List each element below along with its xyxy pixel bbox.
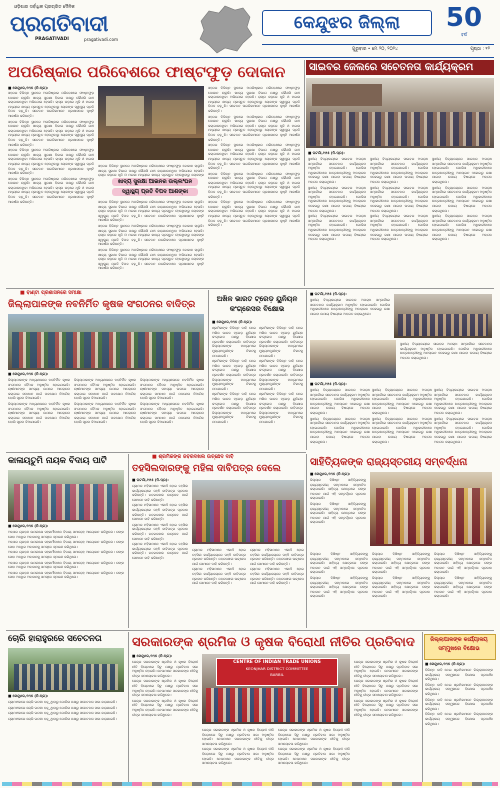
farmer-meeting-photo xyxy=(8,314,204,370)
dateline-bar xyxy=(262,44,494,54)
awareness-meeting-photo xyxy=(8,648,124,692)
article-headline: ସାହିତ୍ୟିକଙ୍କ ରାଜ୍ୟସ୍ତରୀୟ ସମ୍ବର୍ଦ୍ଧନା xyxy=(310,457,468,468)
article-headline: କାଳାୟତୁମି ନାୟକ ବିଦାୟ ପାର୍ଟି xyxy=(8,456,107,466)
article-body: ଗ୍ରାମାଞ୍ଚଳରେ ଚୋରି ଘଟଣା ବଢ଼ୁଥିବାରୁ ପୋଲିସ ପକ୍ଷରୁ ସଚେତନତା ସଭା କରାଯାଇଛି। ଗ୍ରାମାଞ୍ଚଳରେ ଚୋରି ଘଟଣା ବଢ଼ୁଥିବାରୁ ପୋଲିସ ପକ୍ଷରୁ ସଚେତନତା ସଭା କରାଯାଇଛି। ଗ୍ରାମାଞ୍ଚଳରେ ଚୋରି ଘଟଣା ବଢ଼ୁଥିବାରୁ ପୋଲିସ ପକ୍ଷରୁ ସଚେତନତା ସଭା କରାଯାଇଛି। ଗ୍ରାମାଞ୍ଚଳରେ ଚୋରି ଘଟଣା ବଢ଼ୁଥିବାରୁ ପୋଲିସ ପକ୍ଷରୁ ସଚେତନତା ସଭା କରାଯାଇଛି। xyxy=(8,700,117,721)
section-title: କେନ୍ଦୁଝର ଜିଲ୍ଲା xyxy=(294,13,400,33)
brief-body-5: ସ୍ଥାନୀୟ ବିଦ୍ୟାଳୟରେ ସାଇବର ଅପରାଧ ସମ୍ପର୍କରେ ସଚେତନତା କାର୍ଯ୍ୟକ୍ରମ ଅନୁଷ୍ଠିତ ହୋଇଯାଇଛି। ପୋଲିସ ଅଧିକାରୀମାନେ ଛାତ୍ରଛାତ୍ରୀଙ୍କୁ ଅନଲାଇନ ଠକେଇରୁ ରକ୍ଷା ପାଇବା ଉପାୟ ବିଷୟରେ ଅବଗତ କରାଇଥିଲେ। ସ୍ଥାନୀୟ ବିଦ୍ୟାଳୟରେ ସାଇବର ଅପରାଧ ସମ୍ପର୍କରେ ସଚେତନତା କାର୍ଯ୍ୟକ୍ରମ ଅନୁଷ୍ଠିତ ହୋଇଯାଇଛି। ପୋଲିସ ଅଧିକାରୀମାନେ ଛାତ୍ରଛାତ୍ରୀଙ୍କୁ ଅନଲାଇନ ଠକେଇରୁ ରକ୍ଷା ପାଇବା ଉପାୟ ବିଷୟରେ ଅବଗତ କରାଇଥିଲେ। xyxy=(434,388,492,444)
article-literary-honor xyxy=(308,454,494,628)
article-body-4: ଜିଲ୍ଲାର ବିଶିଷ୍ଟ ସାହିତ୍ୟିକଙ୍କୁ ରାଜ୍ୟସ୍ତରୀୟ ସମ୍ମାନରେ ସମ୍ମାନିତ କରାଯାଇଛି। ସାହିତ୍ୟ କ୍ଷେତ୍ରରେ ତାଙ୍କ ଅବଦାନ ପାଇଁ ଏହି ସମ୍ବର୍ଦ୍ଧନା ପ୍ରଦାନ କରାଯାଇଛି। ଜିଲ୍ଲାର ବିଶିଷ୍ଟ ସାହିତ୍ୟିକଙ୍କୁ ରାଜ୍ୟସ୍ତରୀୟ ସମ୍ମାନରେ ସମ୍ମାନିତ କରାଯାଇଛି। ସାହିତ୍ୟ କ୍ଷେତ୍ରରେ ତାଙ୍କ ଅବଦାନ ପାଇଁ ଏହି ସମ୍ବର୍ଦ୍ଧନା ପ୍ରଦାନ କରାଯାଇଛି। xyxy=(434,552,492,599)
awareness-event-photo xyxy=(306,78,494,148)
article-body: ଶ୍ରମିକଙ୍କ ବିଭିନ୍ନ ଦାବି ନେଇ ଅଖିଳ ଭାରତ ଟ୍ରେଡ଼ ୟୁନିୟନ କଂଗ୍ରେସ ପକ୍ଷରୁ ବିକ୍ଷୋଭ ପ୍ରଦର୍ଶନ କରାଯାଇଛି। ଦାବିପତ୍ର ଜିଲ୍ଲାପାଳଙ୍କ ମାଧ୍ୟମରେ ମୁଖ୍ୟମନ୍ତ୍ରୀଙ୍କ ନିକଟକୁ ପଠାଯାଇଛି। ଶ୍ରମିକଙ୍କ ବିଭିନ୍ନ ଦାବି ନେଇ ଅଖିଳ ଭାରତ ଟ୍ରେଡ଼ ୟୁନିୟନ କଂଗ୍ରେସ ପକ୍ଷରୁ ବିକ୍ଷୋଭ ପ୍ରଦର୍ଶନ କରାଯାଇଛି। ଦାବିପତ୍ର ଜିଲ୍ଲାପାଳଙ୍କ ମାଧ୍ୟମରେ ମୁଖ୍ୟମନ୍ତ୍ରୀଙ୍କ ନିକଟକୁ ପଠାଯାଇଛି। ଶ୍ରମିକଙ୍କ ବିଭିନ୍ନ ଦାବି ନେଇ ଅଖିଳ ଭାରତ ଟ୍ରେଡ଼ ୟୁନିୟନ କଂଗ୍ରେସ ପକ୍ଷରୁ ବିକ୍ଷୋଭ ପ୍ରଦର୍ଶନ କରାଯାଇଛି। ଦାବିପତ୍ର ଜିଲ୍ଲାପାଳଙ୍କ ମାଧ୍ୟମରେ ମୁଖ୍ୟମନ୍ତ୍ରୀଙ୍କ ନିକଟକୁ ପଠାଯାଇଛି। xyxy=(212,326,256,424)
article-women-memo xyxy=(130,454,306,628)
article-byline: ■ କେନ୍ଦୁଝର,୧୯ା୫ (ନି.ପ୍ର): xyxy=(132,654,173,658)
brief-photo-1 xyxy=(394,294,492,338)
farewell-photo xyxy=(8,470,124,522)
article-theft-awareness xyxy=(6,632,126,782)
logo xyxy=(10,11,120,37)
article-body: ସ୍ଥାନୀୟ ବିଦ୍ୟାଳୟରେ ସାଇବର ଅପରାଧ ସମ୍ପର୍କରେ ସଚେତନତା କାର୍ଯ୍ୟକ୍ରମ ଅନୁଷ୍ଠିତ ହୋଇଯାଇଛି। ପୋଲିସ ଅଧିକାରୀମାନେ ଛାତ୍ରଛାତ୍ରୀଙ୍କୁ ଅନଲାଇନ ଠକେଇରୁ ରକ୍ଷା ପାଇବା ଉପାୟ ବିଷୟରେ ଅବଗତ କରାଇଥିଲେ। ସ୍ଥାନୀୟ ବିଦ୍ୟାଳୟରେ ସାଇବର ଅପରାଧ ସମ୍ପର୍କରେ ସଚେତନତା କାର୍ଯ୍ୟକ୍ରମ ଅନୁଷ୍ଠିତ ହୋଇଯାଇଛି। ପୋଲିସ ଅଧିକାରୀମାନେ ଛାତ୍ରଛାତ୍ରୀଙ୍କୁ ଅନଲାଇନ ଠକେଇରୁ ରକ୍ଷା ପାଇବା ଉପାୟ ବିଷୟରେ ଅବଗତ କରାଇଥିଲେ। ସ୍ଥାନୀୟ ବିଦ୍ୟାଳୟରେ ସାଇବର ଅପରାଧ ସମ୍ପର୍କରେ ସଚେତନତା କାର୍ଯ୍ୟକ୍ରମ ଅନୁଷ୍ଠିତ ହୋଇଯାଇଛି। ପୋଲିସ ଅଧିକାରୀମାନେ ଛାତ୍ରଛାତ୍ରୀଙ୍କୁ ଅନଲାଇନ ଠକେଇରୁ ରକ୍ଷା ପାଇବା ଉପାୟ ବିଷୟରେ ଅବଗତ କରାଇଥିଲେ। xyxy=(308,157,366,242)
article-headline: ଅପରିଷ୍କାର ପରିବେଶରେ ଫାଷ୍ଟଫୁଡ଼ ଦୋକାନ xyxy=(8,63,286,81)
article-headline: ସରକାରଙ୍କ ଶ୍ରମିକ ଓ କୃଷକ ବିରୋଧୀ ନୀତିର ପ୍ରତିବାଦ xyxy=(132,635,415,650)
article-body: ସହରର ବିଭିନ୍ନ ସ୍ଥାନରେ ଅପରିଷ୍କାର ପରିବେଶରେ ଫାଷ୍ଟଫୁଡ଼ ଦୋକାନ ଚାଲୁଛି। ଖାଦ୍ୟ ସୁରକ୍ଷା ବିଭାଗ ପକ୍ଷରୁ କୌଣସି ଯାଞ୍ଚ କରାଯାଉନଥିବା ଅଭିଯୋଗ ହେଉଛି। ରାସ୍ତା କଡ଼ରେ ଧୂଳି ଓ ମଇଳା ମଧ୍ୟରେ ଖାଦ୍ୟ ପ୍ରସ୍ତୁତ ହେଉଥିବାରୁ ଲୋକଙ୍କ ସ୍ୱାସ୍ଥ୍ୟ ପ୍ରତି ବିପଦ ବଢ଼ୁଛି। ସଚେତନ ନାଗରିକମାନେ ପ୍ରଶାସନର ଦୃଷ୍ଟି ଆକର୍ଷଣ କରିଛନ୍ତି। ସହରର ବିଭିନ୍ନ ସ୍ଥାନରେ ଅପରିଷ୍କାର ପରିବେଶରେ ଫାଷ୍ଟଫୁଡ଼ ଦୋକାନ ଚାଲୁଛି। ଖାଦ୍ୟ ସୁରକ୍ଷା ବିଭାଗ ପକ୍ଷରୁ କୌଣସି ଯାଞ୍ଚ କରାଯାଉନଥିବା ଅଭିଯୋଗ ହେଉଛି। ରାସ୍ତା କଡ଼ରେ ଧୂଳି ଓ ମଇଳା ମଧ୍ୟରେ ଖାଦ୍ୟ ପ୍ରସ୍ତୁତ ହେଉଥିବାରୁ ଲୋକଙ୍କ ସ୍ୱାସ୍ଥ୍ୟ ପ୍ରତି ବିପଦ ବଢ଼ୁଛି। ସଚେତନ ନାଗରିକମାନେ ପ୍ରଶାସନର ଦୃଷ୍ଟି ଆକର୍ଷଣ କରିଛନ୍ତି। ସହରର ବିଭିନ୍ନ ସ୍ଥାନରେ ଅପରିଷ୍କାର ପରିବେଶରେ ଫାଷ୍ଟଫୁଡ଼ ଦୋକାନ ଚାଲୁଛି। ଖାଦ୍ୟ ସୁରକ୍ଷା ବିଭାଗ ପକ୍ଷରୁ କୌଣସି ଯାଞ୍ଚ କରାଯାଉନଥିବା ଅଭିଯୋଗ ହେଉଛି। ରାସ୍ତା କଡ଼ରେ ଧୂଳି ଓ ମଇଳା ମଧ୍ୟରେ ଖାଦ୍ୟ ପ୍ରସ୍ତୁତ ହେଉଥିବାରୁ ଲୋକଙ୍କ ସ୍ୱାସ୍ଥ୍ୟ ପ୍ରତି ବିପଦ ବଢ଼ୁଛି। ସଚେତନ ନାଗରିକମାନେ ପ୍ରଶାସନର ଦୃଷ୍ଟି ଆକର୍ଷଣ କରିଛନ୍ତି। ସହରର ବିଭିନ୍ନ ସ୍ଥାନରେ ଅପରିଷ୍କାର ପରିବେଶରେ ଫାଷ୍ଟଫୁଡ଼ ଦୋକାନ ଚାଲୁଛି। ଖାଦ୍ୟ ସୁରକ୍ଷା ବିଭାଗ ପକ୍ଷରୁ କୌଣସି ଯାଞ୍ଚ କରାଯାଉନଥିବା ଅଭିଯୋଗ ହେଉଛି। ରାସ୍ତା କଡ଼ରେ ଧୂଳି ଓ ମଇଳା ମଧ୍ୟରେ ଖାଦ୍ୟ ପ୍ରସ୍ତୁତ ହେଉଥିବାରୁ ଲୋକଙ୍କ ସ୍ୱାସ୍ଥ୍ୟ ପ୍ରତି ବିପଦ ବଢ଼ୁଛି। ସଚେତନ ନାଗରିକମାନେ ପ୍ରଶାସନର ଦୃଷ୍ଟି ଆକର୍ଷଣ କରିଛନ୍ତି। xyxy=(8,91,94,204)
callout-food-safety: ଖାଦ୍ୟ ସୁରକ୍ଷା ଆଇନର ଉଲ୍ଲଂଘନ xyxy=(112,178,198,186)
article-headline: ତହସିଲଦାରଙ୍କୁ ମହିଳା ଦାବିପତ୍ର ଦେଲେ xyxy=(132,463,281,474)
anniversary-number: 50 xyxy=(445,3,483,33)
article-byline: ■ କେନ୍ଦୁଝର,୧୯ା୫ (ନି.ପ୍ର): xyxy=(8,372,49,376)
article-body-3: ଜିଲ୍ଲାପାଳଙ୍କ ଅଧ୍ୟକ୍ଷତାରେ ନବନିର୍ମିତ କୃଷକ ସଂଗଠନର ବୈଠକ ଅନୁଷ୍ଠିତ ହୋଇଯାଇଛି। ଚାଷୀମାନଙ୍କ ସମସ୍ୟା ଉପରେ ଆଲୋଚନା କରାଯାଇ ସମାଧାନ ପାଇଁ ପଦକ୍ଷେପ ନିଆଯିବ ବୋଲି ସୂଚନା ଦିଆଯାଇଛି। ଜିଲ୍ଲାପାଳଙ୍କ ଅଧ୍ୟକ୍ଷତାରେ ନବନିର୍ମିତ କୃଷକ ସଂଗଠନର ବୈଠକ ଅନୁଷ୍ଠିତ ହୋଇଯାଇଛି। ଚାଷୀମାନଙ୍କ ସମସ୍ୟା ଉପରେ ଆଲୋଚନା କରାଯାଇ ସମାଧାନ ପାଇଁ ପଦକ୍ଷେପ ନିଆଯିବ ବୋଲି ସୂଚନା ଦିଆଯାଇଛି। xyxy=(140,378,204,425)
citu-rally-photo xyxy=(202,654,350,724)
section-title-box xyxy=(262,10,432,36)
article-byline: ■ କେନ୍ଦୁଝର,୧୯ା୫ (ନି.ପ୍ର): xyxy=(8,524,49,528)
article-trade-union xyxy=(210,290,304,450)
article-byline: ■ ଘଟଗାଁ,୧୯ା୫ (ନି.ପ୍ର): xyxy=(132,478,169,482)
article-headline: ଚୋରି ହାରାହୁରରେ ସଚେତନତା xyxy=(8,634,102,644)
masthead xyxy=(0,0,500,58)
women-protest-photo xyxy=(192,480,304,544)
anniversary-label: ବର୍ଷ xyxy=(461,32,467,37)
article-cyber-awareness xyxy=(306,60,494,286)
article-headline: ସାଇବର ଜେଲରେ ସଚେତନତା କାର୍ଯ୍ୟକ୍ରମ xyxy=(309,62,474,73)
article-body: ଅବସର ଗ୍ରହଣ ଉପଲକ୍ଷେ ସହକର୍ମୀମାନେ ବିଦାୟ ସମାରୋହ ଆୟୋଜନ କରିଥିଲେ। ତାଙ୍କ ସେବା ଅବଧିର ଅବଦାନକୁ ସମସ୍ତେ ସ୍ମରଣ କରିଥିଲେ। ଅବସର ଗ୍ରହଣ ଉପଲକ୍ଷେ ସହକର୍ମୀମାନେ ବିଦାୟ ସମାରୋହ ଆୟୋଜନ କରିଥିଲେ। ତାଙ୍କ ସେବା ଅବଧିର ଅବଦାନକୁ ସମସ୍ତେ ସ୍ମରଣ କରିଥିଲେ। ଅବସର ଗ୍ରହଣ ଉପଲକ୍ଷେ ସହକର୍ମୀମାନେ ବିଦାୟ ସମାରୋହ ଆୟୋଜନ କରିଥିଲେ। ତାଙ୍କ ସେବା ଅବଧିର ଅବଦାନକୁ ସମସ୍ତେ ସ୍ମରଣ କରିଥିଲେ। ଅବସର ଗ୍ରହଣ ଉପଲକ୍ଷେ ସହକର୍ମୀମାନେ ବିଦାୟ ସମାରୋହ ଆୟୋଜନ କରିଥିଲେ। ତାଙ୍କ ସେବା ଅବଧିର ଅବଦାନକୁ ସମସ୍ତେ ସ୍ମରଣ କରିଥିଲେ। ଅବସର ଗ୍ରହଣ ଉପଲକ୍ଷେ ସହକର୍ମୀମାନେ ବିଦାୟ ସମାରୋହ ଆୟୋଜନ କରିଥିଲେ। ତାଙ୍କ ସେବା ଅବଧିର ଅବଦାନକୁ ସମସ୍ତେ ସ୍ମରଣ କରିଥିଲେ। xyxy=(8,530,124,580)
article-collector-protest xyxy=(424,632,494,782)
article-byline: ■ କେନ୍ଦୁଝର,୧୯ା୫ (ନି.ପ୍ର): xyxy=(8,694,49,698)
banner-subtext-2: BARBIL xyxy=(270,672,284,677)
brief-photo-2 xyxy=(310,340,396,378)
article-headline: ଜିଲ୍ଲାପାଳଙ୍କ ନବନିର୍ମିତ କୃଷକ ସଂଗଠନର ବାଦିତ୍ର xyxy=(8,299,196,310)
article-body-2: କେନ୍ଦ୍ର ସରକାରଙ୍କ ଶ୍ରମିକ ଓ କୃଷକ ବିରୋଧୀ ନୀତି ବିରୋଧରେ ସିଟୁ ପକ୍ଷରୁ ପ୍ରତିବାଦ ସଭା ଅନୁଷ୍ଠିତ ହୋଇଛି। ନେତାମାନେ ସରକାରଙ୍କ ନୀତିକୁ ତୀବ୍ର ସମାଲୋଚନା କରିଥିଲେ। କେନ୍ଦ୍ର ସରକାରଙ୍କ ଶ୍ରମିକ ଓ କୃଷକ ବିରୋଧୀ ନୀତି ବିରୋଧରେ ସିଟୁ ପକ୍ଷରୁ ପ୍ରତିବାଦ ସଭା ଅନୁଷ୍ଠିତ ହୋଇଛି। ନେତାମାନେ ସରକାରଙ୍କ ନୀତିକୁ ତୀବ୍ର ସମାଲୋଚନା କରିଥିଲେ। xyxy=(202,728,274,766)
brief-body-2: ସ୍ଥାନୀୟ ବିଦ୍ୟାଳୟରେ ସାଇବର ଅପରାଧ ସମ୍ପର୍କରେ ସଚେତନତା କାର୍ଯ୍ୟକ୍ରମ ଅନୁଷ୍ଠିତ ହୋଇଯାଇଛି। ପୋଲିସ ଅଧିକାରୀମାନେ ଛାତ୍ରଛାତ୍ରୀଙ୍କୁ ଅନଲାଇନ ଠକେଇରୁ ରକ୍ଷା ପାଇବା ଉପାୟ ବିଷୟରେ ଅବଗତ କରାଇଥିଲେ। xyxy=(400,342,492,360)
article-body: ଜିଲ୍ଲାର ବିଶିଷ୍ଟ ସାହିତ୍ୟିକଙ୍କୁ ରାଜ୍ୟସ୍ତରୀୟ ସମ୍ମାନରେ ସମ୍ମାନିତ କରାଯାଇଛି। ସାହିତ୍ୟ କ୍ଷେତ୍ରରେ ତାଙ୍କ ଅବଦାନ ପାଇଁ ଏହି ସମ୍ବର୍ଦ୍ଧନା ପ୍ରଦାନ କରାଯାଇଛି। ଜିଲ୍ଲାର ବିଶିଷ୍ଟ ସାହିତ୍ୟିକଙ୍କୁ ରାଜ୍ୟସ୍ତରୀୟ ସମ୍ମାନରେ ସମ୍ମାନିତ କରାଯାଇଛି। ସାହିତ୍ୟ କ୍ଷେତ୍ରରେ ତାଙ୍କ ଅବଦାନ ପାଇଁ ଏହି ସମ୍ବର୍ଦ୍ଧନା ପ୍ରଦାନ କରାଯାଇଛି। xyxy=(310,478,366,525)
anniversary-badge xyxy=(440,4,488,40)
brief-body: ସ୍ଥାନୀୟ ବିଦ୍ୟାଳୟରେ ସାଇବର ଅପରାଧ ସମ୍ପର୍କରେ ସଚେତନତା କାର୍ଯ୍ୟକ୍ରମ ଅନୁଷ୍ଠିତ ହୋଇଯାଇଛି। ପୋଲିସ ଅଧିକାରୀମାନେ ଛାତ୍ରଛାତ୍ରୀଙ୍କୁ ଅନଲାଇନ ଠକେଇରୁ ରକ୍ଷା ପାଇବା ଉପାୟ ବିଷୟରେ ଅବଗତ କରାଇଥିଲେ। xyxy=(310,298,390,316)
article-kicker: ■ ବାଣ୍ଟା ପ୍ରଶାସନରେ ସମୀକ୍ଷା xyxy=(20,290,82,296)
article-body: ବିଭିନ୍ନ ଦାବି ନେଇ ଶ୍ରମିକମାନେ ଜିଲ୍ଲାପାଳଙ୍କ କାର୍ଯ୍ୟାଳୟ ସମ୍ମୁଖରେ ବିକ୍ଷୋଭ ପ୍ରଦର୍ଶନ କରିଥିଲେ। ବିଭିନ୍ନ ଦାବି ନେଇ ଶ୍ରମିକମାନେ ଜିଲ୍ଲାପାଳଙ୍କ କାର୍ଯ୍ୟାଳୟ ସମ୍ମୁଖରେ ବିକ୍ଷୋଭ ପ୍ରଦର୍ଶନ କରିଥିଲେ। ବିଭିନ୍ନ ଦାବି ନେଇ ଶ୍ରମିକମାନେ ଜିଲ୍ଲାପାଳଙ୍କ କାର୍ଯ୍ୟାଳୟ ସମ୍ମୁଖରେ ବିକ୍ଷୋଭ ପ୍ରଦର୍ଶନ କରିଥିଲେ। ବିଭିନ୍ନ ଦାବି ନେଇ ଶ୍ରମିକମାନେ ଜିଲ୍ଲାପାଳଙ୍କ କାର୍ଯ୍ୟାଳୟ ସମ୍ମୁଖରେ ବିକ୍ଷୋଭ ପ୍ରଦର୍ଶନ କରିଥିଲେ। xyxy=(425,668,493,726)
article-body-3: ଜିଲ୍ଲାର ବିଶିଷ୍ଟ ସାହିତ୍ୟିକଙ୍କୁ ରାଜ୍ୟସ୍ତରୀୟ ସମ୍ମାନରେ ସମ୍ମାନିତ କରାଯାଇଛି। ସାହିତ୍ୟ କ୍ଷେତ୍ରରେ ତାଙ୍କ ଅବଦାନ ପାଇଁ ଏହି ସମ୍ବର୍ଦ୍ଧନା ପ୍ରଦାନ କରାଯାଇଛି। ଜିଲ୍ଲାର ବିଶିଷ୍ଟ ସାହିତ୍ୟିକଙ୍କୁ ରାଜ୍ୟସ୍ତରୀୟ ସମ୍ମାନରେ ସମ୍ମାନିତ କରାଯାଇଛି। ସାହିତ୍ୟ କ୍ଷେତ୍ରରେ ତାଙ୍କ ଅବଦାନ ପାଇଁ ଏହି ସମ୍ବର୍ଦ୍ଧନା ପ୍ରଦାନ କରାଯାଇଛି। xyxy=(372,552,430,599)
article-citu-protest xyxy=(130,632,420,782)
literary-award-photo xyxy=(370,472,492,546)
citu-banner xyxy=(216,658,338,686)
article-byline-2: ■ ଘଟଗାଁ,୧୯ା୫ (ନି.ପ୍ର): xyxy=(310,382,347,386)
article-byline: ■ କେନ୍ଦୁଝର,୧୯ା୫ (ନି.ପ୍ର): xyxy=(8,86,49,90)
article-byline: ■ କେନ୍ଦୁଝର,୧୯ା୫ (ନି.ପ୍ର): xyxy=(425,662,466,666)
callout-health-risk: ସ୍ୱାସ୍ଥ୍ୟ ପ୍ରତି ବିପଦ ଆଶଙ୍କା xyxy=(112,188,198,196)
article-body-2: ଗ୍ରାମର ମହିଳାମାନେ ଏକାଠି ହୋଇ ତହସିଲ କାର୍ଯ୍ୟାଳୟରେ ପହଞ୍ଚି ଦାବିପତ୍ର ପ୍ରଦାନ କରିଛନ୍ତି। ଜବରଦଖଲ ଉଚ୍ଛେଦ ପାଇଁ ସେମାନେ ଦାବି କରିଛନ୍ତି। ଗ୍ରାମର ମହିଳାମାନେ ଏକାଠି ହୋଇ ତହସିଲ କାର୍ଯ୍ୟାଳୟରେ ପହଞ୍ଚି ଦାବିପତ୍ର ପ୍ରଦାନ କରିଛନ୍ତି। ଜବରଦଖଲ ଉଚ୍ଛେଦ ପାଇଁ ସେମାନେ ଦାବି କରିଛନ୍ତି। xyxy=(192,548,246,586)
page-label: ପୃଷ୍ଠା : ୧୨ xyxy=(470,47,490,52)
article-body: ଜିଲ୍ଲାପାଳଙ୍କ ଅଧ୍ୟକ୍ଷତାରେ ନବନିର୍ମିତ କୃଷକ ସଂଗଠନର ବୈଠକ ଅନୁଷ୍ଠିତ ହୋଇଯାଇଛି। ଚାଷୀମାନଙ୍କ ସମସ୍ୟା ଉପରେ ଆଲୋଚନା କରାଯାଇ ସମାଧାନ ପାଇଁ ପଦକ୍ଷେପ ନିଆଯିବ ବୋଲି ସୂଚନା ଦିଆଯାଇଛି। ଜିଲ୍ଲାପାଳଙ୍କ ଅଧ୍ୟକ୍ଷତାରେ ନବନିର୍ମିତ କୃଷକ ସଂଗଠନର ବୈଠକ ଅନୁଷ୍ଠିତ ହୋଇଯାଇଛି। ଚାଷୀମାନଙ୍କ ସମସ୍ୟା ଉପରେ ଆଲୋଚନା କରାଯାଇ ସମାଧାନ ପାଇଁ ପଦକ୍ଷେପ ନିଆଯିବ ବୋଲି ସୂଚନା ଦିଆଯାଇଛି। xyxy=(8,378,70,425)
masthead-tagline: ଓଡ଼ିଶାର ସର୍ବାଧିକ ପ୍ରଚାରିତ ଦୈନିକ xyxy=(14,5,75,10)
banner-text: CENTRE OF INDIAN TRADE UNIONS xyxy=(233,660,321,665)
website: pragativadi.com xyxy=(84,37,119,42)
article-body-3: ସ୍ଥାନୀୟ ବିଦ୍ୟାଳୟରେ ସାଇବର ଅପରାଧ ସମ୍ପର୍କରେ ସଚେତନତା କାର୍ଯ୍ୟକ୍ରମ ଅନୁଷ୍ଠିତ ହୋଇଯାଇଛି। ପୋଲିସ ଅଧିକାରୀମାନେ ଛାତ୍ରଛାତ୍ରୀଙ୍କୁ ଅନଲାଇନ ଠକେଇରୁ ରକ୍ଷା ପାଇବା ଉପାୟ ବିଷୟରେ ଅବଗତ କରାଇଥିଲେ। ସ୍ଥାନୀୟ ବିଦ୍ୟାଳୟରେ ସାଇବର ଅପରାଧ ସମ୍ପର୍କରେ ସଚେତନତା କାର୍ଯ୍ୟକ୍ରମ ଅନୁଷ୍ଠିତ ହୋଇଯାଇଛି। ପୋଲିସ ଅଧିକାରୀମାନେ ଛାତ୍ରଛାତ୍ରୀଙ୍କୁ ଅନଲାଇନ ଠକେଇରୁ ରକ୍ଷା ପାଇବା ଉପାୟ ବିଷୟରେ ଅବଗତ କରାଇଥିଲେ। ସ୍ଥାନୀୟ ବିଦ୍ୟାଳୟରେ ସାଇବର ଅପରାଧ ସମ୍ପର୍କରେ ସଚେତନତା କାର୍ଯ୍ୟକ୍ରମ ଅନୁଷ୍ଠିତ ହୋଇଯାଇଛି। ପୋଲିସ ଅଧିକାରୀମାନେ ଛାତ୍ରଛାତ୍ରୀଙ୍କୁ ଅନଲାଇନ ଠକେଇରୁ ରକ୍ଷା ପାଇବା ଉପାୟ ବିଷୟରେ ଅବଗତ କରାଇଥିଲେ। xyxy=(432,157,492,242)
article-body: କେନ୍ଦ୍ର ସରକାରଙ୍କ ଶ୍ରମିକ ଓ କୃଷକ ବିରୋଧୀ ନୀତି ବିରୋଧରେ ସିଟୁ ପକ୍ଷରୁ ପ୍ରତିବାଦ ସଭା ଅନୁଷ୍ଠିତ ହୋଇଛି। ନେତାମାନେ ସରକାରଙ୍କ ନୀତିକୁ ତୀବ୍ର ସମାଲୋଚନା କରିଥିଲେ। କେନ୍ଦ୍ର ସରକାରଙ୍କ ଶ୍ରମିକ ଓ କୃଷକ ବିରୋଧୀ ନୀତି ବିରୋଧରେ ସିଟୁ ପକ୍ଷରୁ ପ୍ରତିବାଦ ସଭା ଅନୁଷ୍ଠିତ ହୋଇଛି। ନେତାମାନେ ସରକାରଙ୍କ ନୀତିକୁ ତୀବ୍ର ସମାଲୋଚନା କରିଥିଲେ। କେନ୍ଦ୍ର ସରକାରଙ୍କ ଶ୍ରମିକ ଓ କୃଷକ ବିରୋଧୀ ନୀତି ବିରୋଧରେ ସିଟୁ ପକ୍ଷରୁ ପ୍ରତିବାଦ ସଭା ଅନୁଷ୍ଠିତ ହୋଇଛି। ନେତାମାନେ ସରକାରଙ୍କ ନୀତିକୁ ତୀବ୍ର ସମାଲୋଚନା କରିଥିଲେ। xyxy=(132,660,198,717)
district-map-icon xyxy=(195,3,255,55)
brief-body-3: ସ୍ଥାନୀୟ ବିଦ୍ୟାଳୟରେ ସାଇବର ଅପରାଧ ସମ୍ପର୍କରେ ସଚେତନତା କାର୍ଯ୍ୟକ୍ରମ ଅନୁଷ୍ଠିତ ହୋଇଯାଇଛି। ପୋଲିସ ଅଧିକାରୀମାନେ ଛାତ୍ରଛାତ୍ରୀଙ୍କୁ ଅନଲାଇନ ଠକେଇରୁ ରକ୍ଷା ପାଇବା ଉପାୟ ବିଷୟରେ ଅବଗତ କରାଇଥିଲେ। ସ୍ଥାନୀୟ ବିଦ୍ୟାଳୟରେ ସାଇବର ଅପରାଧ ସମ୍ପର୍କରେ ସଚେତନତା କାର୍ଯ୍ୟକ୍ରମ ଅନୁଷ୍ଠିତ ହୋଇଯାଇଛି। ପୋଲିସ ଅଧିକାରୀମାନେ ଛାତ୍ରଛାତ୍ରୀଙ୍କୁ ଅନଲାଇନ ଠକେଇରୁ ରକ୍ଷା ପାଇବା ଉପାୟ ବିଷୟରେ ଅବଗତ କରାଇଥିଲେ। xyxy=(310,388,370,444)
article-byline: ■ ଘଟଗାଁ,୧୯ା୫ (ନି.ପ୍ର): xyxy=(308,151,345,155)
brief-column-right xyxy=(308,290,494,450)
logo-subtitle: PRAGATIVADI xyxy=(35,37,69,42)
article-byline: ■ ଘଟଗାଁ,୧୯ା୫ (ନି.ପ୍ର): xyxy=(310,292,347,296)
article-body-2: ଶ୍ରମିକଙ୍କ ବିଭିନ୍ନ ଦାବି ନେଇ ଅଖିଳ ଭାରତ ଟ୍ରେଡ଼ ୟୁନିୟନ କଂଗ୍ରେସ ପକ୍ଷରୁ ବିକ୍ଷୋଭ ପ୍ରଦର୍ଶନ କରାଯାଇଛି। ଦାବିପତ୍ର ଜିଲ୍ଲାପାଳଙ୍କ ମାଧ୍ୟମରେ ମୁଖ୍ୟମନ୍ତ୍ରୀଙ୍କ ନିକଟକୁ ପଠାଯାଇଛି। ଶ୍ରମିକଙ୍କ ବିଭିନ୍ନ ଦାବି ନେଇ ଅଖିଳ ଭାରତ ଟ୍ରେଡ଼ ୟୁନିୟନ କଂଗ୍ରେସ ପକ୍ଷରୁ ବିକ୍ଷୋଭ ପ୍ରଦର୍ଶନ କରାଯାଇଛି। ଦାବିପତ୍ର ଜିଲ୍ଲାପାଳଙ୍କ ମାଧ୍ୟମରେ ମୁଖ୍ୟମନ୍ତ୍ରୀଙ୍କ ନିକଟକୁ ପଠାଯାଇଛି। ଶ୍ରମିକଙ୍କ ବିଭିନ୍ନ ଦାବି ନେଇ ଅଖିଳ ଭାରତ ଟ୍ରେଡ଼ ୟୁନିୟନ କଂଗ୍ରେସ ପକ୍ଷରୁ ବିକ୍ଷୋଭ ପ୍ରଦର୍ଶନ କରାଯାଇଛି। ଦାବିପତ୍ର ଜିଲ୍ଲାପାଳଙ୍କ ମାଧ୍ୟମରେ ମୁଖ୍ୟମନ୍ତ୍ରୀଙ୍କ ନିକଟକୁ ପଠାଯାଇଛି। xyxy=(259,326,303,424)
fastfood-stall-photo xyxy=(98,86,204,160)
article-headline: ଜିଲ୍ଲାପାଳଙ୍କ କାର୍ଯ୍ୟାଳୟ ସମ୍ମୁଖରେ ବିକ୍ଷୋଭ xyxy=(430,637,488,652)
article-fastfood xyxy=(6,60,302,286)
article-body-2: ଜିଲ୍ଲାପାଳଙ୍କ ଅଧ୍ୟକ୍ଷତାରେ ନବନିର୍ମିତ କୃଷକ ସଂଗଠନର ବୈଠକ ଅନୁଷ୍ଠିତ ହୋଇଯାଇଛି। ଚାଷୀମାନଙ୍କ ସମସ୍ୟା ଉପରେ ଆଲୋଚନା କରାଯାଇ ସମାଧାନ ପାଇଁ ପଦକ୍ଷେପ ନିଆଯିବ ବୋଲି ସୂଚନା ଦିଆଯାଇଛି। ଜିଲ୍ଲାପାଳଙ୍କ ଅଧ୍ୟକ୍ଷତାରେ ନବନିର୍ମିତ କୃଷକ ସଂଗଠନର ବୈଠକ ଅନୁଷ୍ଠିତ ହୋଇଯାଇଛି। ଚାଷୀମାନଙ୍କ ସମସ୍ୟା ଉପରେ ଆଲୋଚନା କରାଯାଇ ସମାଧାନ ପାଇଁ ପଦକ୍ଷେପ ନିଆଯିବ ବୋଲି ସୂଚନା ଦିଆଯାଇଛି। xyxy=(74,378,136,425)
article-body-2: ଜିଲ୍ଲାର ବିଶିଷ୍ଟ ସାହିତ୍ୟିକଙ୍କୁ ରାଜ୍ୟସ୍ତରୀୟ ସମ୍ମାନରେ ସମ୍ମାନିତ କରାଯାଇଛି। ସାହିତ୍ୟ କ୍ଷେତ୍ରରେ ତାଙ୍କ ଅବଦାନ ପାଇଁ ଏହି ସମ୍ବର୍ଦ୍ଧନା ପ୍ରଦାନ କରାଯାଇଛି। ଜିଲ୍ଲାର ବିଶିଷ୍ଟ ସାହିତ୍ୟିକଙ୍କୁ ରାଜ୍ୟସ୍ତରୀୟ ସମ୍ମାନରେ ସମ୍ମାନିତ କରାଯାଇଛି। ସାହିତ୍ୟ କ୍ଷେତ୍ରରେ ତାଙ୍କ ଅବଦାନ ପାଇଁ ଏହି ସମ୍ବର୍ଦ୍ଧନା ପ୍ରଦାନ କରାଯାଇଛି। xyxy=(310,552,368,599)
article-body: ଗ୍ରାମର ମହିଳାମାନେ ଏକାଠି ହୋଇ ତହସିଲ କାର୍ଯ୍ୟାଳୟରେ ପହଞ୍ଚି ଦାବିପତ୍ର ପ୍ରଦାନ କରିଛନ୍ତି। ଜବରଦଖଲ ଉଚ୍ଛେଦ ପାଇଁ ସେମାନେ ଦାବି କରିଛନ୍ତି। ଗ୍ରାମର ମହିଳାମାନେ ଏକାଠି ହୋଇ ତହସିଲ କାର୍ଯ୍ୟାଳୟରେ ପହଞ୍ଚି ଦାବିପତ୍ର ପ୍ରଦାନ କରିଛନ୍ତି। ଜବରଦଖଲ ଉଚ୍ଛେଦ ପାଇଁ ସେମାନେ ଦାବି କରିଛନ୍ତି। ଗ୍ରାମର ମହିଳାମାନେ ଏକାଠି ହୋଇ ତହସିଲ କାର୍ଯ୍ୟାଳୟରେ ପହଞ୍ଚି ଦାବିପତ୍ର ପ୍ରଦାନ କରିଛନ୍ତି। ଜବରଦଖଲ ଉଚ୍ଛେଦ ପାଇଁ ସେମାନେ ଦାବି କରିଛନ୍ତି। ଗ୍ରାମର ମହିଳାମାନେ ଏକାଠି ହୋଇ ତହସିଲ କାର୍ଯ୍ୟାଳୟରେ ପହଞ୍ଚି ଦାବିପତ୍ର ପ୍ରଦାନ କରିଛନ୍ତି। ଜବରଦଖଲ ଉଚ୍ଛେଦ ପାଇଁ ସେମାନେ ଦାବି କରିଛନ୍ତି। xyxy=(132,484,188,560)
article-kicker: ■ ଶ୍ରମିକଙ୍କ ଜବରଦଖଲ ଉଚ୍ଛେଦ ଦାବି xyxy=(152,454,234,460)
brief-body-4: ସ୍ଥାନୀୟ ବିଦ୍ୟାଳୟରେ ସାଇବର ଅପରାଧ ସମ୍ପର୍କରେ ସଚେତନତା କାର୍ଯ୍ୟକ୍ରମ ଅନୁଷ୍ଠିତ ହୋଇଯାଇଛି। ପୋଲିସ ଅଧିକାରୀମାନେ ଛାତ୍ରଛାତ୍ରୀଙ୍କୁ ଅନଲାଇନ ଠକେଇରୁ ରକ୍ଷା ପାଇବା ଉପାୟ ବିଷୟରେ ଅବଗତ କରାଇଥିଲେ। ସ୍ଥାନୀୟ ବିଦ୍ୟାଳୟରେ ସାଇବର ଅପରାଧ ସମ୍ପର୍କରେ ସଚେତନତା କାର୍ଯ୍ୟକ୍ରମ ଅନୁଷ୍ଠିତ ହୋଇଯାଇଛି। ପୋଲିସ ଅଧିକାରୀମାନେ ଛାତ୍ରଛାତ୍ରୀଙ୍କୁ ଅନଲାଇନ ଠକେଇରୁ ରକ୍ଷା ପାଇବା ଉପାୟ ବିଷୟରେ ଅବଗତ କରାଇଥିଲେ। xyxy=(372,388,432,444)
article-byline: ■ କେନ୍ଦୁଝର,୧୯ା୫ (ନି.ପ୍ର): xyxy=(310,472,351,476)
article-body-2: ସହରର ବିଭିନ୍ନ ସ୍ଥାନରେ ଅପରିଷ୍କାର ପରିବେଶରେ ଫାଷ୍ଟଫୁଡ଼ ଦୋକାନ ଚାଲୁଛି। ଖାଦ୍ୟ ସୁରକ୍ଷା ବିଭାଗ ପକ୍ଷରୁ କୌଣସି ଯାଞ୍ଚ କରାଯାଉନଥିବା ଅଭିଯୋଗ ହେଉଛି। ରାସ୍ତା କଡ଼ରେ ଧୂଳି ଓ ମଇଳା ମଧ୍ୟରେ ଖାଦ୍ୟ ପ୍ରସ୍ତୁତ ହେଉଥିବାରୁ ଲୋକଙ୍କ ସ୍ୱାସ୍ଥ୍ୟ ପ୍ରତି ବିପଦ ବଢ଼ୁଛି। ସଚେତନ ନାଗରିକମାନେ ପ୍ରଶାସନର ଦୃଷ୍ଟି ଆକର୍ଷଣ କରିଛନ୍ତି। ସହରର ବିଭିନ୍ନ ସ୍ଥାନରେ ଅପରିଷ୍କାର ପରିବେଶରେ ଫାଷ୍ଟଫୁଡ଼ ଦୋକାନ ଚାଲୁଛି। ଖାଦ୍ୟ ସୁରକ୍ଷା ବିଭାଗ ପକ୍ଷରୁ କୌଣସି ଯାଞ୍ଚ କରାଯାଉନଥିବା ଅଭିଯୋଗ ହେଉଛି। ରାସ୍ତା କଡ଼ରେ ଧୂଳି ଓ ମଇଳା ମଧ୍ୟରେ ଖାଦ୍ୟ ପ୍ରସ୍ତୁତ ହେଉଥିବାରୁ ଲୋକଙ୍କ ସ୍ୱାସ୍ଥ୍ୟ ପ୍ରତି ବିପଦ ବଢ଼ୁଛି। ସଚେତନ ନାଗରିକମାନେ ପ୍ରଶାସନର ଦୃଷ୍ଟି ଆକର୍ଷଣ କରିଛନ୍ତି। ସହରର ବିଭିନ୍ନ ସ୍ଥାନରେ ଅପରିଷ୍କାର ପରିବେଶରେ ଫାଷ୍ଟଫୁଡ଼ ଦୋକାନ ଚାଲୁଛି। ଖାଦ୍ୟ ସୁରକ୍ଷା ବିଭାଗ ପକ୍ଷରୁ କୌଣସି ଯାଞ୍ଚ କରାଯାଉନଥିବା ଅଭିଯୋଗ ହେଉଛି। ରାସ୍ତା କଡ଼ରେ ଧୂଳି ଓ ମଇଳା ମଧ୍ୟରେ ଖାଦ୍ୟ ପ୍ରସ୍ତୁତ ହେଉଥିବାରୁ ଲୋକଙ୍କ ସ୍ୱାସ୍ଥ୍ୟ ପ୍ରତି ବିପଦ ବଢ଼ୁଛି। ସଚେତନ ନାଗରିକମାନେ ପ୍ରଶାସନର ଦୃଷ୍ଟି ଆକର୍ଷଣ କରିଛନ୍ତି। xyxy=(98,200,204,271)
article-body-3: ସହରର ବିଭିନ୍ନ ସ୍ଥାନରେ ଅପରିଷ୍କାର ପରିବେଶରେ ଫାଷ୍ଟଫୁଡ଼ ଦୋକାନ ଚାଲୁଛି। ଖାଦ୍ୟ ସୁରକ୍ଷା ବିଭାଗ ପକ୍ଷରୁ କୌଣସି ଯାଞ୍ଚ କରାଯାଉନଥିବା ଅଭିଯୋଗ ହେଉଛି। ରାସ୍ତା କଡ଼ରେ ଧୂଳି ଓ ମଇଳା ମଧ୍ୟରେ ଖାଦ୍ୟ ପ୍ରସ୍ତୁତ ହେଉଥିବାରୁ ଲୋକଙ୍କ ସ୍ୱାସ୍ଥ୍ୟ ପ୍ରତି ବିପଦ ବଢ଼ୁଛି। ସଚେତନ ନାଗରିକମାନେ ପ୍ରଶାସନର ଦୃଷ୍ଟି ଆକର୍ଷଣ କରିଛନ୍ତି। ସହରର ବିଭିନ୍ନ ସ୍ଥାନରେ ଅପରିଷ୍କାର ପରିବେଶରେ ଫାଷ୍ଟଫୁଡ଼ ଦୋକାନ ଚାଲୁଛି। ଖାଦ୍ୟ ସୁରକ୍ଷା ବିଭାଗ ପକ୍ଷରୁ କୌଣସି ଯାଞ୍ଚ କରାଯାଉନଥିବା ଅଭିଯୋଗ ହେଉଛି। ରାସ୍ତା କଡ଼ରେ ଧୂଳି ଓ ମଇଳା ମଧ୍ୟରେ ଖାଦ୍ୟ ପ୍ରସ୍ତୁତ ହେଉଥିବାରୁ ଲୋକଙ୍କ ସ୍ୱାସ୍ଥ୍ୟ ପ୍ରତି ବିପଦ ବଢ଼ୁଛି। ସଚେତନ ନାଗରିକମାନେ ପ୍ରଶାସନର ଦୃଷ୍ଟି ଆକର୍ଷଣ କରିଛନ୍ତି। ସହରର ବିଭିନ୍ନ ସ୍ଥାନରେ ଅପରିଷ୍କାର ପରିବେଶରେ ଫାଷ୍ଟଫୁଡ଼ ଦୋକାନ ଚାଲୁଛି। ଖାଦ୍ୟ ସୁରକ୍ଷା ବିଭାଗ ପକ୍ଷରୁ କୌଣସି ଯାଞ୍ଚ କରାଯାଉନଥିବା ଅଭିଯୋଗ ହେଉଛି। ରାସ୍ତା କଡ଼ରେ ଧୂଳି ଓ ମଇଳା ମଧ୍ୟରେ ଖାଦ୍ୟ ପ୍ରସ୍ତୁତ ହେଉଥିବାରୁ ଲୋକଙ୍କ ସ୍ୱାସ୍ଥ୍ୟ ପ୍ରତି ବିପଦ ବଢ଼ୁଛି। ସଚେତନ ନାଗରିକମାନେ ପ୍ରଶାସନର ଦୃଷ୍ଟି ଆକର୍ଷଣ କରିଛନ୍ତି। ସହରର ବିଭିନ୍ନ ସ୍ଥାନରେ ଅପରିଷ୍କାର ପରିବେଶରେ ଫାଷ୍ଟଫୁଡ଼ ଦୋକାନ ଚାଲୁଛି। ଖାଦ୍ୟ ସୁରକ୍ଷା ବିଭାଗ ପକ୍ଷରୁ କୌଣସି ଯାଞ୍ଚ କରାଯାଉନଥିବା ଅଭିଯୋଗ ହେଉଛି। ରାସ୍ତା କଡ଼ରେ ଧୂଳି ଓ ମଇଳା ମଧ୍ୟରେ ଖାଦ୍ୟ ପ୍ରସ୍ତୁତ ହେଉଥିବାରୁ ଲୋକଙ୍କ ସ୍ୱାସ୍ଥ୍ୟ ପ୍ରତି ବିପଦ ବଢ଼ୁଛି। ସଚେତନ ନାଗରିକମାନେ ପ୍ରଶାସନର ଦୃଷ୍ଟି ଆକର୍ଷଣ କରିଛନ୍ତି। ସହରର ବିଭିନ୍ନ ସ୍ଥାନରେ ଅପରିଷ୍କାର ପରିବେଶରେ ଫାଷ୍ଟଫୁଡ଼ ଦୋକାନ ଚାଲୁଛି। ଖାଦ୍ୟ ସୁରକ୍ଷା ବିଭାଗ ପକ୍ଷରୁ କୌଣସି ଯାଞ୍ଚ କରାଯାଉନଥିବା ଅଭିଯୋଗ ହେଉଛି। ରାସ୍ତା କଡ଼ରେ ଧୂଳି ଓ ମଇଳା ମଧ୍ୟରେ ଖାଦ୍ୟ ପ୍ରସ୍ତୁତ ହେଉଥିବାରୁ ଲୋକଙ୍କ ସ୍ୱାସ୍ଥ୍ୟ ପ୍ରତି ବିପଦ ବଢ଼ୁଛି। ସଚେତନ ନାଗରିକମାନେ ପ୍ରଶାସନର ଦୃଷ୍ଟି ଆକର୍ଷଣ କରିଛନ୍ତି। xyxy=(208,86,300,228)
logo-text: ପ୍ରଗତିବାଦୀ xyxy=(10,12,108,36)
article-body-2: ସ୍ଥାନୀୟ ବିଦ୍ୟାଳୟରେ ସାଇବର ଅପରାଧ ସମ୍ପର୍କରେ ସଚେତନତା କାର୍ଯ୍ୟକ୍ରମ ଅନୁଷ୍ଠିତ ହୋଇଯାଇଛି। ପୋଲିସ ଅଧିକାରୀମାନେ ଛାତ୍ରଛାତ୍ରୀଙ୍କୁ ଅନଲାଇନ ଠକେଇରୁ ରକ୍ଷା ପାଇବା ଉପାୟ ବିଷୟରେ ଅବଗତ କରାଇଥିଲେ। ସ୍ଥାନୀୟ ବିଦ୍ୟାଳୟରେ ସାଇବର ଅପରାଧ ସମ୍ପର୍କରେ ସଚେତନତା କାର୍ଯ୍ୟକ୍ରମ ଅନୁଷ୍ଠିତ ହୋଇଯାଇଛି। ପୋଲିସ ଅଧିକାରୀମାନେ ଛାତ୍ରଛାତ୍ରୀଙ୍କୁ ଅନଲାଇନ ଠକେଇରୁ ରକ୍ଷା ପାଇବା ଉପାୟ ବିଷୟରେ ଅବଗତ କରାଇଥିଲେ। ସ୍ଥାନୀୟ ବିଦ୍ୟାଳୟରେ ସାଇବର ଅପରାଧ ସମ୍ପର୍କରେ ସଚେତନତା କାର୍ଯ୍ୟକ୍ରମ ଅନୁଷ୍ଠିତ ହୋଇଯାଇଛି। ପୋଲିସ ଅଧିକାରୀମାନେ ଛାତ୍ରଛାତ୍ରୀଙ୍କୁ ଅନଲାଇନ ଠକେଇରୁ ରକ୍ଷା ପାଇବା ଉପାୟ ବିଷୟରେ ଅବଗତ କରାଇଥିଲେ। xyxy=(370,157,428,242)
article-headline: ଅଖିଳ ଭାରତ ଟ୍ରେଡ଼ ୟୁନିୟନ କଂଗ୍ରେସର ବିକ୍ଷୋଭ xyxy=(216,295,298,313)
article-body-3: କେନ୍ଦ୍ର ସରକାରଙ୍କ ଶ୍ରମିକ ଓ କୃଷକ ବିରୋଧୀ ନୀତି ବିରୋଧରେ ସିଟୁ ପକ୍ଷରୁ ପ୍ରତିବାଦ ସଭା ଅନୁଷ୍ଠିତ ହୋଇଛି। ନେତାମାନେ ସରକାରଙ୍କ ନୀତିକୁ ତୀବ୍ର ସମାଲୋଚନା କରିଥିଲେ। କେନ୍ଦ୍ର ସରକାରଙ୍କ ଶ୍ରମିକ ଓ କୃଷକ ବିରୋଧୀ ନୀତି ବିରୋଧରେ ସିଟୁ ପକ୍ଷରୁ ପ୍ରତିବାଦ ସଭା ଅନୁଷ୍ଠିତ ହୋଇଛି। ନେତାମାନେ ସରକାରଙ୍କ ନୀତିକୁ ତୀବ୍ର ସମାଲୋଚନା କରିଥିଲେ। xyxy=(278,728,350,766)
article-body-3: ଗ୍ରାମର ମହିଳାମାନେ ଏକାଠି ହୋଇ ତହସିଲ କାର୍ଯ୍ୟାଳୟରେ ପହଞ୍ଚି ଦାବିପତ୍ର ପ୍ରଦାନ କରିଛନ୍ତି। ଜବରଦଖଲ ଉଚ୍ଛେଦ ପାଇଁ ସେମାନେ ଦାବି କରିଛନ୍ତି। ଗ୍ରାମର ମହିଳାମାନେ ଏକାଠି ହୋଇ ତହସିଲ କାର୍ଯ୍ୟାଳୟରେ ପହଞ୍ଚି ଦାବିପତ୍ର ପ୍ରଦାନ କରିଛନ୍ତି। ଜବରଦଖଲ ଉଚ୍ଛେଦ ପାଇଁ ସେମାନେ ଦାବି କରିଛନ୍ତି। xyxy=(250,548,304,586)
article-body-mid: ସହରର ବିଭିନ୍ନ ସ୍ଥାନରେ ଅପରିଷ୍କାର ପରିବେଶରେ ଫାଷ୍ଟଫୁଡ଼ ଦୋକାନ ଚାଲୁଛି। ଖାଦ୍ୟ ସୁରକ୍ଷା ବିଭାଗ ପକ୍ଷରୁ କୌଣସି ଯାଞ୍ଚ କରାଯାଉନଥିବା ଅଭିଯୋଗ ହେଉଛି। ରାସ୍ତା କଡ଼ରେ ଧୂଳି ଓ ମଇଳା ମଧ୍ୟରେ ଖାଦ୍ୟ ପ୍ରସ୍ତୁତ ହେଉଥିବାରୁ ଲୋକଙ୍କ xyxy=(98,164,204,178)
article-body-4: କେନ୍ଦ୍ର ସରକାରଙ୍କ ଶ୍ରମିକ ଓ କୃଷକ ବିରୋଧୀ ନୀତି ବିରୋଧରେ ସିଟୁ ପକ୍ଷରୁ ପ୍ରତିବାଦ ସଭା ଅନୁଷ୍ଠିତ ହୋଇଛି। ନେତାମାନେ ସରକାରଙ୍କ ନୀତିକୁ ତୀବ୍ର ସମାଲୋଚନା କରିଥିଲେ। କେନ୍ଦ୍ର ସରକାରଙ୍କ ଶ୍ରମିକ ଓ କୃଷକ ବିରୋଧୀ ନୀତି ବିରୋଧରେ ସିଟୁ ପକ୍ଷରୁ ପ୍ରତିବାଦ ସଭା ଅନୁଷ୍ଠିତ ହୋଇଛି। ନେତାମାନେ ସରକାରଙ୍କ ନୀତିକୁ ତୀବ୍ର ସମାଲୋଚନା କରିଥିଲେ। କେନ୍ଦ୍ର ସରକାରଙ୍କ ଶ୍ରମିକ ଓ କୃଷକ ବିରୋଧୀ ନୀତି ବିରୋଧରେ ସିଟୁ ପକ୍ଷରୁ ପ୍ରତିବାଦ ସଭା ଅନୁଷ୍ଠିତ ହୋଇଛି। ନେତାମାନେ ସରକାରଙ୍କ ନୀତିକୁ ତୀବ୍ର ସମାଲୋଚନା କରିଥିଲେ। xyxy=(354,660,418,717)
registration-mark xyxy=(2,782,498,786)
banner-subtext: KEONJHAR DISTRICT COMMITTEE xyxy=(245,666,309,671)
article-byline: ■ କେନ୍ଦୁଝର,୧୯ା୫ (ନି.ପ୍ର): xyxy=(212,320,253,324)
article-farmer-org xyxy=(6,290,206,450)
article-farewell xyxy=(6,454,126,628)
dateline: ଗୁରୁବାର • ମେ ୨୦, ୨୦୨୪ xyxy=(352,47,398,52)
